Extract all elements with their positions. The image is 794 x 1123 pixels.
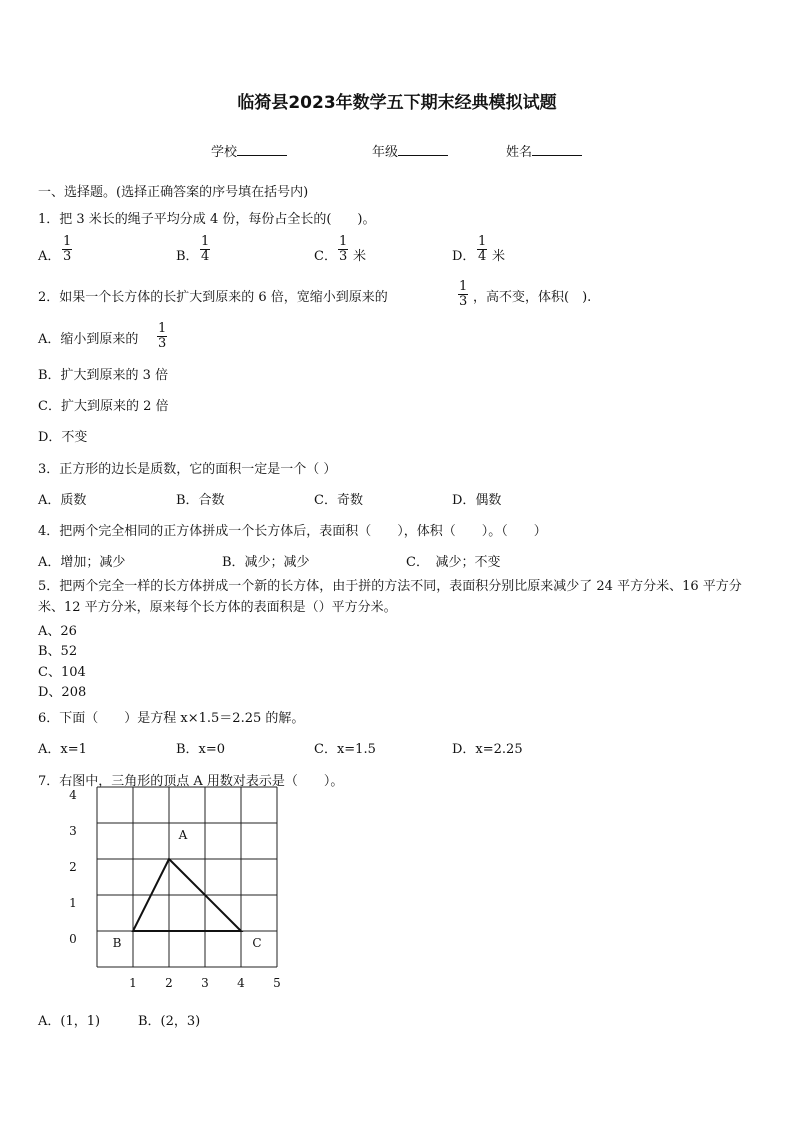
- fraction-numerator: 1: [459, 279, 468, 294]
- fraction-numerator: 1: [63, 234, 72, 249]
- x-tick-label: 4: [237, 976, 245, 990]
- q1-option-a-fraction: [62, 235, 72, 264]
- q5-option-d[interactable]: D、208: [38, 685, 87, 700]
- q1-option-c-fraction: [338, 235, 348, 264]
- question-7-stem: 7．右图中，三角形的顶点 A 用数对表示是（ ）。: [38, 774, 344, 789]
- fraction-denominator: 3: [459, 294, 468, 309]
- question-5-stem: 5．把两个完全一样的长方体拼成一个新的长方体，由于拼的方法不同，表面积分别比原来减少了 24 平方分米、16 平方分米、12 平方分米，原来每个长方体的表面积是（）平方分米。: [38, 579, 742, 615]
- q4-option-c[interactable]: C． 减少；不变: [406, 555, 501, 570]
- q5-option-a[interactable]: A、26: [38, 624, 77, 639]
- question-4-stem: 4．把两个完全相同的正方体拼成一个长方体后，表面积（ ），体积（ ）。（ ）: [38, 524, 547, 539]
- x-tick-label: 5: [273, 976, 281, 990]
- fraction-numerator: 1: [339, 234, 348, 249]
- name-field[interactable]: [506, 141, 582, 160]
- grade-blank[interactable]: [398, 143, 448, 156]
- q1-option-b-fraction: [200, 235, 210, 264]
- name-label: 姓名: [506, 145, 533, 160]
- q5-option-c[interactable]: C、104: [38, 665, 86, 680]
- question-6-stem: 6．下面（ ）是方程 x×1.5＝2.25 的解。: [38, 711, 305, 726]
- q6-option-a[interactable]: A．x=1: [38, 742, 87, 757]
- tick-labels: [69, 788, 281, 990]
- question-2-stem-part2: ，高不变，体积( ).: [473, 290, 592, 305]
- y-tick-label: 4: [69, 788, 77, 802]
- q2-option-d[interactable]: D．不变: [38, 430, 88, 445]
- q3-option-b[interactable]: B．合数: [176, 493, 225, 508]
- fraction-numerator: 1: [201, 234, 210, 249]
- y-tick-label: 3: [69, 824, 77, 838]
- x-tick-label: 2: [165, 976, 173, 990]
- school-field[interactable]: [211, 141, 287, 160]
- vertex-label-c: C: [252, 936, 262, 950]
- question-1-stem: 1．把 3 米长的绳子平均分成 4 份，每份占全长的( )。: [38, 212, 376, 227]
- y-tick-label: 0: [69, 932, 77, 946]
- fraction-denominator: 3: [158, 336, 167, 351]
- fraction-denominator: 4: [201, 249, 210, 264]
- fraction-numerator: 1: [478, 234, 487, 249]
- q6-option-d[interactable]: D．x=2.25: [452, 742, 523, 757]
- q5-option-b[interactable]: B、52: [38, 644, 78, 659]
- question-2-stem-part1: 2．如果一个长方体的长扩大到原来的 6 倍，宽缩小到原来的: [38, 290, 388, 305]
- school-blank[interactable]: [237, 143, 287, 156]
- q4-option-b[interactable]: B．减少；减少: [222, 555, 310, 570]
- q3-option-d[interactable]: D．偶数: [452, 493, 502, 508]
- fraction-denominator: 3: [339, 249, 348, 264]
- grade-label: 年级: [372, 145, 399, 160]
- q1-option-d-label[interactable]: D．: [452, 249, 476, 264]
- name-blank[interactable]: [532, 143, 582, 156]
- q1-option-a-label[interactable]: A．: [38, 249, 61, 264]
- question-3-stem: 3．正方形的边长是质数，它的面积一定是一个（ ）: [38, 462, 337, 477]
- grade-field[interactable]: [372, 141, 448, 160]
- q2-option-a[interactable]: A．缩小到原来的: [38, 332, 139, 347]
- q7-option-b[interactable]: B．(2，3): [138, 1014, 201, 1029]
- y-tick-label: 2: [69, 860, 77, 874]
- q6-option-b[interactable]: B．x=0: [176, 742, 226, 757]
- fraction-numerator: 1: [158, 321, 167, 336]
- y-tick-label: 1: [69, 896, 77, 910]
- q3-option-c[interactable]: C．奇数: [314, 493, 363, 508]
- section-heading: 一、选择题。(选择正确答案的序号填在括号内): [38, 185, 309, 200]
- q1-option-d-fraction: [477, 235, 487, 264]
- x-tick-label: 3: [201, 976, 209, 990]
- question-2-fraction: [458, 280, 468, 309]
- q4-option-a[interactable]: A．增加；减少: [38, 555, 126, 570]
- coordinate-grid-figure: [60, 788, 300, 995]
- q1-option-c-label[interactable]: C．: [314, 249, 337, 264]
- q2-option-b[interactable]: B．扩大到原来的 3 倍: [38, 368, 169, 383]
- school-label: 学校: [211, 145, 238, 160]
- q7-option-a[interactable]: A．(1，1): [38, 1014, 101, 1029]
- fraction-denominator: 3: [63, 249, 72, 264]
- q3-option-a[interactable]: A．质数: [38, 493, 87, 508]
- q1-option-d-unit: 米: [492, 249, 506, 264]
- q2-option-a-fraction: [157, 322, 167, 351]
- q2-option-c[interactable]: C．扩大到原来的 2 倍: [38, 399, 169, 414]
- page-title: 临猗县2023年数学五下期末经典模拟试题: [237, 93, 557, 113]
- q1-option-b-label[interactable]: B．: [176, 249, 199, 264]
- vertex-label-b: B: [112, 936, 122, 950]
- fraction-denominator: 4: [478, 249, 487, 264]
- x-tick-label: 1: [129, 976, 137, 990]
- q1-option-c-unit: 米: [353, 249, 367, 264]
- q6-option-c[interactable]: C．x=1.5: [314, 742, 376, 757]
- vertex-label-a: A: [178, 828, 188, 842]
